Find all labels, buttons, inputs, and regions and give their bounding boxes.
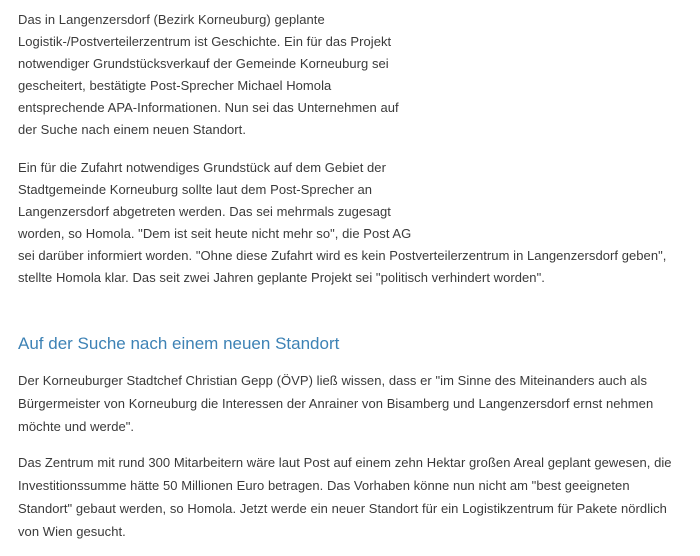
paragraph-line: Langenzersdorf abgetreten werden. Das sei mehrmals zugesagt xyxy=(18,204,391,219)
paragraph-line: stellte Homola klar. Das seit zwei Jahren geplante Projekt sei "politisch verhindert worden". xyxy=(18,270,545,285)
paragraph-line: Logistik-/Postverteilerzentrum ist Geschichte. Ein für das Projekt xyxy=(18,34,392,49)
paragraph-line: sei darüber informiert worden. "Ohne diese Zufahrt wird es kein Postverteilerzentrum in Langenzersdorf geben", xyxy=(18,248,667,263)
paragraph-line: entsprechende APA-Informationen. Nun sei das Unternehmen auf xyxy=(18,100,399,115)
paragraph-line: von Wien gesucht. xyxy=(18,524,126,539)
paragraph-line: Das Zentrum mit rund 300 Mitarbeitern wäre laut Post auf einem zehn Hektar großen Areal geplant gewesen, die xyxy=(18,455,672,470)
paragraph-line: Standort" gebaut werden, so Homola. Jetzt werde ein neuer Standort für ein Logistikzentrum für Pakete nördlich xyxy=(18,501,667,516)
paragraph-line: Bürgermeister von Korneuburg die Interessen der Anrainer von Bisamberg und Langenzersdorf ernst nehmen xyxy=(18,396,654,411)
paragraph-line: Ein für die Zufahrt notwendiges Grundstück auf dem Gebiet der xyxy=(18,160,386,175)
paragraph-line: Stadtgemeinde Korneuburg sollte laut dem Post-Sprecher an xyxy=(18,182,373,197)
paragraph-line: notwendiger Grundstücksverkauf der Gemeinde Korneuburg sei xyxy=(18,56,389,71)
paragraph-line: möchte und werde". xyxy=(18,419,135,434)
paragraph-line: der Suche nach einem neuen Standort. xyxy=(18,122,247,137)
paragraph-line: Investitionssumme hätte 50 Millionen Euro betragen. Das Vorhaben könne nun nicht am "best geeigneten xyxy=(18,478,630,493)
paragraph-line: Das in Langenzersdorf (Bezirk Korneuburg) geplante xyxy=(18,12,325,27)
section-heading: Auf der Suche nach einem neuen Standort xyxy=(18,334,340,353)
paragraph-line: gescheitert, bestätigte Post-Sprecher Michael Homola xyxy=(18,78,332,93)
paragraph-line: Der Korneuburger Stadtchef Christian Gepp (ÖVP) ließ wissen, dass er "im Sinne des Miteinanders auch als xyxy=(18,373,648,388)
paragraph-line: worden, so Homola. "Dem ist seit heute nicht mehr so", die Post AG xyxy=(18,226,412,241)
